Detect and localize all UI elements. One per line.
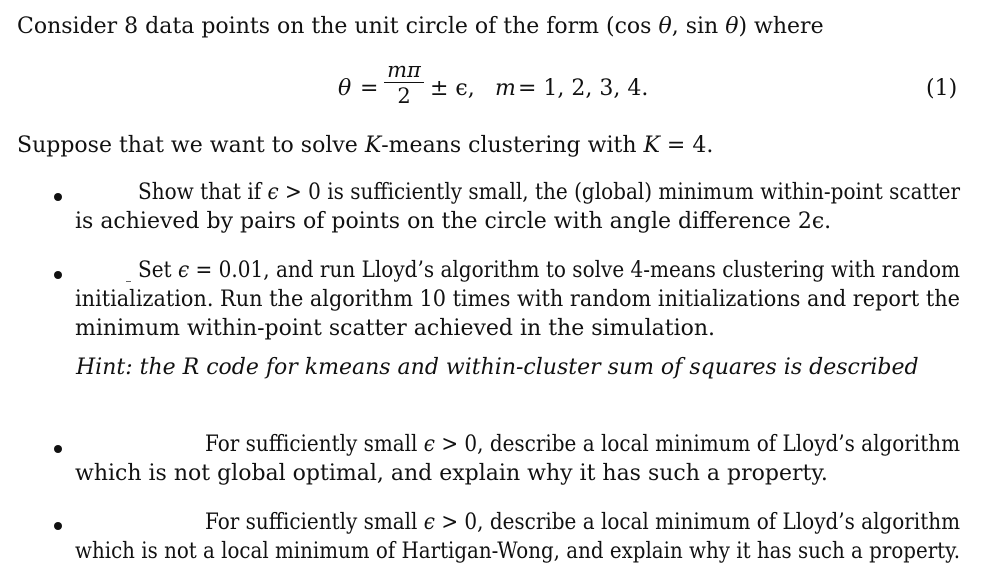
bullet1-suffix: > 0 is sufficiently small, the (global) minimum within-point scatter [285,180,961,205]
epsilon-symbol: ϵ [423,432,435,457]
bullet4-line1 [205,510,960,536]
bullet3-line2: which is not global optimal, and explain why it has such a property. [75,461,828,486]
bullet4-line2: which is not a local minimum of Hartigan-Wong, and explain why it has such a property. [75,539,961,564]
equation-number: (1) [926,76,958,101]
bullet-marker [54,445,62,453]
bullet-marker [54,522,62,530]
bullet4-prefix: For sufficiently small [205,510,418,535]
stray-tick-mark [126,281,131,282]
equation-m-var: m [495,76,516,101]
epsilon-symbol: ϵ [267,180,279,205]
intro-mid: , sin [671,14,719,39]
bullet3-line1 [205,432,960,458]
bullet1-line1 [138,180,960,206]
bullet3-suffix: > 0, describe a local minimum of Lloyd’s algorithm [441,432,961,457]
epsilon-symbol: ϵ [423,510,435,535]
theta-symbol: θ [725,14,739,39]
bullet4-suffix: > 0, describe a local minimum of Lloyd’s algorithm [441,510,961,535]
bullet1-prefix: Show that if [138,180,262,205]
fraction-bar [384,82,424,83]
fraction-numerator: mπ [387,58,421,82]
theta-symbol: θ [658,14,672,39]
equation-pm-epsilon: ± ϵ, [430,76,475,101]
k-symbol: K [364,133,382,158]
equation-equals: = [360,76,379,101]
bullet2-suffix: = 0.01, and run Lloyd’s algorithm to solve 4-means clustering with random [195,258,960,283]
bullet-marker [54,193,62,201]
suppose-middle: -means clustering with [381,133,637,158]
bullet2-prefix: Set [138,258,172,283]
equation-fraction [384,59,424,107]
k-symbol: K [643,133,660,158]
bullet3-prefix: For sufficiently small [205,432,418,457]
suppose-suffix: = 4. [666,133,714,158]
bullet2-hint: Hint: the R code for kmeans and within-cluster sum of squares is described [76,355,919,380]
intro-prefix: Consider 8 data points on the unit circle of the form (cos [17,14,652,39]
equation-lhs: θ [338,76,352,101]
bullet2-line1 [138,258,960,284]
suppose-prefix: Suppose that we want to solve [17,133,358,158]
bullet2-line3: minimum within-point scatter achieved in the simulation. [75,316,716,341]
suppose-line [17,133,713,159]
bullet2-line2: initialization. Run the algorithm 10 times with random initializations and report the [75,287,960,312]
fraction-denominator: 2 [397,84,411,108]
epsilon-symbol: ϵ [177,258,190,283]
bullet1-line2: is achieved by pairs of points on the circle with angle difference 2ϵ. [75,209,832,234]
intro-line [17,14,824,40]
intro-suffix: ) where [738,14,824,39]
bullet-marker [54,271,62,279]
equation-m-values: = 1, 2, 3, 4. [518,76,649,101]
